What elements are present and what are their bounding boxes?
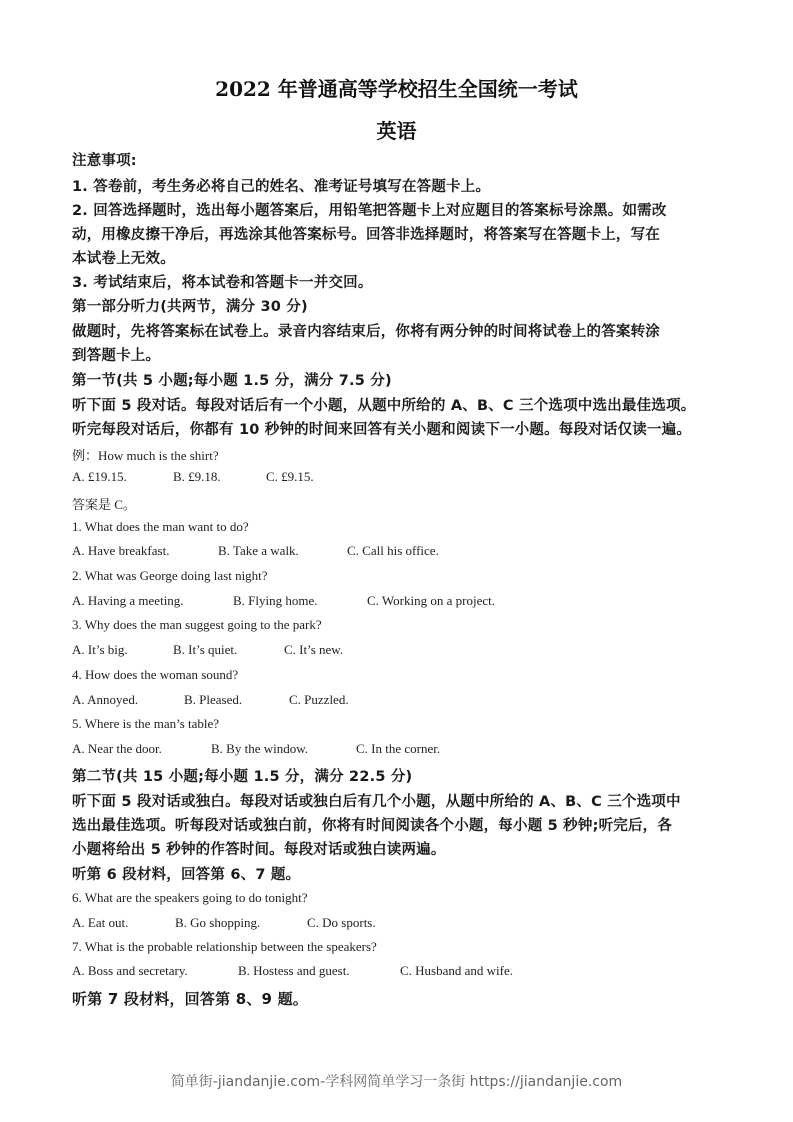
question-4: 4. How does the woman sound? bbox=[72, 667, 239, 682]
material-7-heading: 听第 7 段材料，回答第 8、9 题。 bbox=[72, 990, 309, 1008]
q5-option-b: B. By the window. bbox=[211, 741, 309, 756]
section1-instruction: 听下面 5 段对话。每段对话后有一个小题，从题中所给的 A、B、C 三个选项中选出最佳选项。 bbox=[72, 398, 696, 414]
notice-item: 1. 答卷前，考生务必将自己的姓名、准考证号填写在答题卡上。 bbox=[72, 179, 491, 195]
q4-option-b: B. Pleased. bbox=[184, 692, 243, 707]
q1-option-c: C. Call his office. bbox=[347, 543, 439, 558]
q1-option-a: A. Have breakfast. bbox=[72, 543, 170, 558]
q4-option-c: C. Puzzled. bbox=[289, 692, 349, 707]
question-6: 6. What are the speakers going to do tonight? bbox=[72, 890, 308, 905]
q7-option-c: C. Husband and wife. bbox=[400, 963, 514, 978]
part1-instruction: 到答题卡上。 bbox=[72, 348, 161, 364]
q3-option-a: A. It’s big. bbox=[72, 642, 128, 657]
section2-instruction: 小题将给出 5 秒钟的作答时间。每段对话或独白读两遍。 bbox=[72, 842, 446, 858]
q2-option-b: B. Flying home. bbox=[233, 593, 318, 608]
q6-option-b: B. Go shopping. bbox=[175, 915, 261, 930]
example-option-c: C. £9.15. bbox=[266, 469, 314, 484]
notice-item: 动，用橡皮擦干净后，再选涂其他答案标号。回答非选择题时，将答案写在答题卡上，写在 bbox=[72, 227, 660, 243]
q7-option-b: B. Hostess and guest. bbox=[238, 963, 350, 978]
section1-heading: 第一节(共 5 小题;每小题 1.5 分，满分 7.5 分) bbox=[72, 373, 392, 389]
q5-option-a: A. Near the door. bbox=[72, 741, 162, 756]
notice-item: 3. 考试结束后，将本试卷和答题卡一并交回。 bbox=[72, 275, 373, 291]
q2-option-c: C. Working on a project. bbox=[367, 593, 495, 608]
q2-option-a: A. Having a meeting. bbox=[72, 593, 184, 608]
question-7: 7. What is the probable relationship between the speakers? bbox=[72, 939, 377, 954]
q3-option-b: B. It’s quiet. bbox=[173, 642, 238, 657]
question-2: 2. What was George doing last night? bbox=[72, 568, 268, 583]
q1-option-b: B. Take a walk. bbox=[218, 543, 299, 558]
example-option-a: A. £19.15. bbox=[72, 469, 127, 484]
question-1: 1. What does the man want to do? bbox=[72, 519, 249, 534]
subject-title: 英语 bbox=[376, 119, 417, 143]
notice-item: 2. 回答选择题时，选出每小题答案后，用铅笔把答题卡上对应题目的答案标号涂黑。如需改 bbox=[72, 203, 667, 219]
part1-heading: 第一部分听力(共两节，满分 30 分) bbox=[72, 299, 308, 315]
example-answer: 答案是 C。 bbox=[72, 497, 136, 512]
section2-heading: 第二节(共 15 小题;每小题 1.5 分，满分 22.5 分) bbox=[72, 769, 413, 785]
q3-option-c: C. It’s new. bbox=[284, 642, 344, 657]
notice-heading: 注意事项: bbox=[72, 153, 137, 169]
example-question: 例：How much is the shirt? bbox=[72, 448, 219, 463]
material-6-heading: 听第 6 段材料，回答第 6、7 题。 bbox=[72, 867, 301, 883]
q5-option-c: C. In the corner. bbox=[356, 741, 441, 756]
part1-instruction: 做题时，先将答案标在试卷上。录音内容结束后，你将有两分钟的时间将试卷上的答案转涂 bbox=[72, 324, 660, 340]
notice-item: 本试卷上无效。 bbox=[72, 251, 175, 267]
section2-instruction: 听下面 5 段对话或独白。每段对话或独白后有几个小题，从题中所给的 A、B、C 三个选项中 bbox=[72, 794, 681, 810]
exam-title: 2022 年普通高等学校招生全国统一考试 bbox=[215, 77, 578, 101]
section1-instruction: 听完每段对话后，你都有 10 秒钟的时间来回答有关小题和阅读下一小题。每段对话仅读一遍。 bbox=[72, 422, 692, 438]
q6-option-c: C. Do sports. bbox=[307, 915, 376, 930]
question-3: 3. Why does the man suggest going to the park? bbox=[72, 617, 322, 632]
question-5: 5. Where is the man’s table? bbox=[72, 716, 220, 731]
watermark-footer: 简单街-jiandanjie.com-学科网简单学习一条街 https://jiandanjie.com bbox=[170, 1074, 623, 1090]
q4-option-a: A. Annoyed. bbox=[72, 692, 139, 707]
section2-instruction: 选出最佳选项。听每段对话或独白前，你将有时间阅读各个小题，每小题 5 秒钟;听完后，各 bbox=[72, 818, 673, 834]
q6-option-a: A. Eat out. bbox=[72, 915, 129, 930]
q7-option-a: A. Boss and secretary. bbox=[72, 963, 188, 978]
example-option-b: B. £9.18. bbox=[173, 469, 221, 484]
